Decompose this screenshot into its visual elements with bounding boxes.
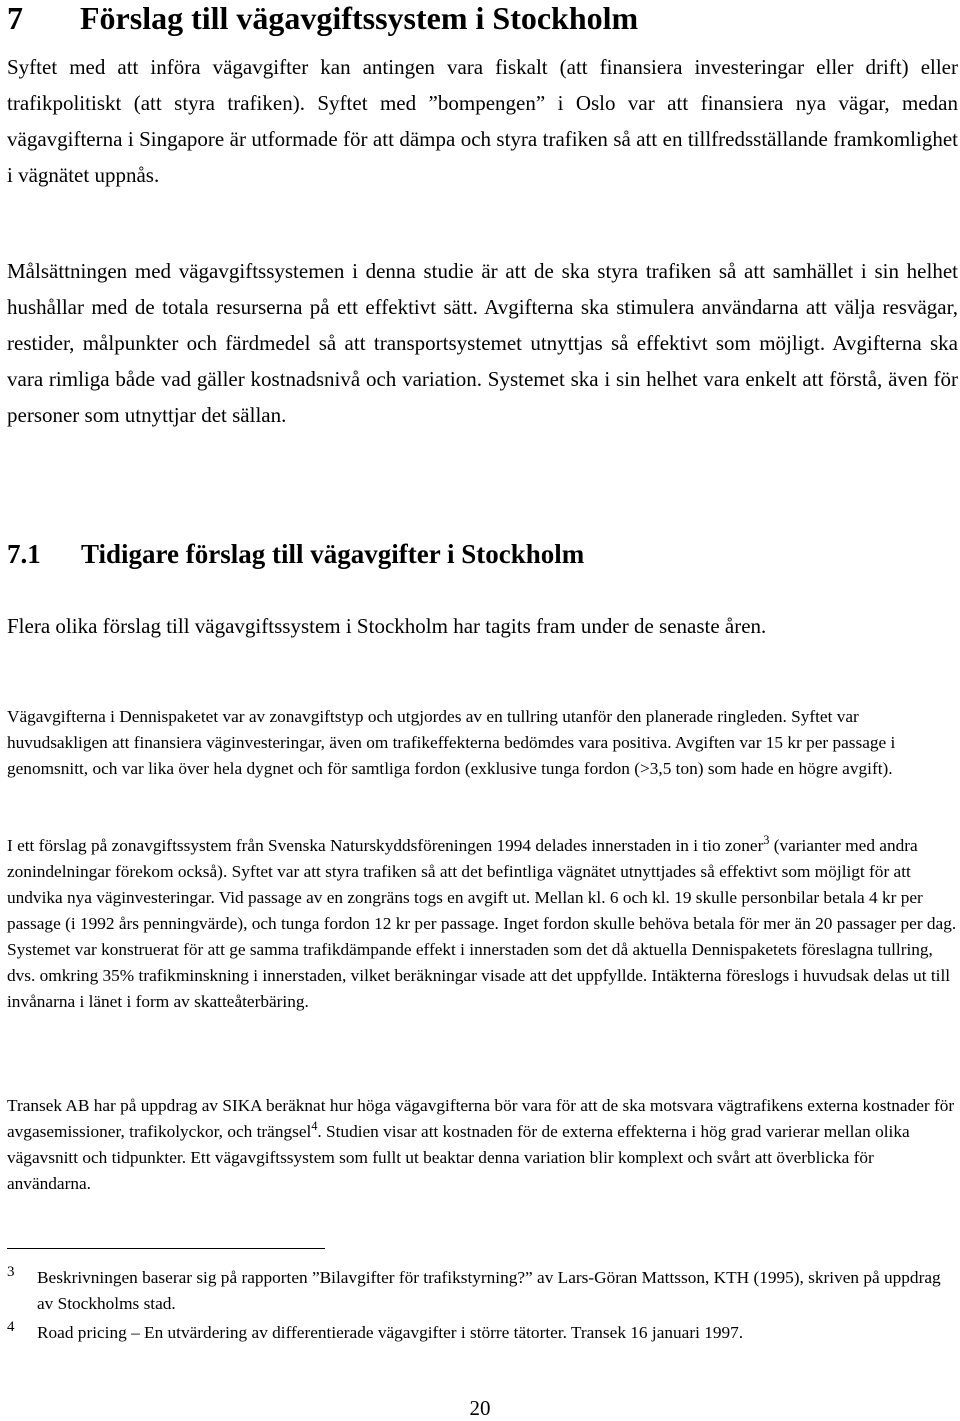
transek-text-b: . Studien visar att kostnaden för de externa effekterna i hög grad varierar mellan olika vägavsnitt och tidpunkter. Ett vägavgiftssystem som fullt ut beaktar denna variation blir komplext och svårt att överblicka för användarna. — [7, 1122, 910, 1193]
footnote-ref-4: 4 — [311, 1119, 318, 1134]
footnote-mark: 3 — [7, 1264, 15, 1280]
page-number: 20 — [469, 1396, 491, 1420]
goal-paragraph: Målsättningen med vägavgiftssystemen i denna studie är att de ska styra trafiken så att samhället i sin helhet hushållar med de totala resurserna på ett effektivt sätt. Avgifterna ska stimulera användarna att välja resvägar, restider, målpunkter och färdmedel så att transportsystemet utnyttjas så effektivt som möjligt. Avgifterna ska vara rimliga både vad gäller kostnadsnivå och variation. Systemet ska i sin helhet vara enkelt att förstå, även för personer som utnyttjar det sällan. — [7, 259, 958, 427]
footnote-mark: 4 — [7, 1319, 15, 1335]
footnote-4 — [7, 1320, 958, 1346]
footnote-divider — [7, 1248, 325, 1249]
chapter-title: Förslag till vägavgiftssystem i Stockholm — [80, 0, 639, 36]
transek-text-a: Transek AB har på uppdrag av SIKA beräknat hur höga vägavgifterna bör vara för att de ska motsvara vägtrafikens externa kostnader för avgasemissioner, trafikolyckor, och trängsel — [7, 1096, 955, 1141]
footnote-text: Road pricing – En utvärdering av differentierade vägavgifter i större tätorter. Transek 16 januari 1997. — [37, 1323, 744, 1342]
transek-paragraph — [7, 1093, 958, 1197]
section-title: Tidigare förslag till vägavgifter i Stockholm — [81, 539, 585, 569]
intro-paragraph: Syftet med att införa vägavgifter kan antingen vara fiskalt (att finansiera investeringar eller drift) eller trafikpolitiskt (att styra trafiken). Syftet med ”bompengen” i Oslo var att finansiera nya vägar, medan vägavgifterna i Singapore är utformade för att dämpa och styra trafiken så att en tillfredsställande framkomlighet i vägnätet uppnås. — [7, 55, 958, 187]
footnote-text: Beskrivningen baserar sig på rapporten ”Bilavgifter för trafikstyrning?” av Lars-Göran Mattsson, KTH (1995), skriven på uppdrag av Stockholms stad. — [37, 1268, 941, 1313]
naturskydd-paragraph — [7, 833, 958, 1015]
dennispaketet-paragraph: Vägavgifterna i Dennispaketet var av zonavgiftstyp och utgjordes av en tullring utanför den planerade ringleden. Syftet var huvudsakligen att finansiera väginvesteringar, även om trafikeffekterna bedömdes vara positiva. Avgiften var 15 kr per passage i genomsnitt, och var lika över hela dygnet och för samtliga fordon (exklusive tunga fordon (>3,5 ton) som hade en högre avgift). — [7, 707, 896, 778]
section-heading — [7, 536, 957, 572]
section-intro-paragraph: Flera olika förslag till vägavgiftssystem i Stockholm har tagits fram under de senaste åren. — [7, 614, 767, 638]
naturskydd-text-a: I ett förslag på zonavgiftssystem från Svenska Naturskyddsföreningen 1994 delades innerstaden in i tio zoner — [7, 836, 764, 855]
footnote-3 — [7, 1265, 958, 1317]
chapter-heading — [7, 0, 957, 38]
footnote-ref-3: 3 — [763, 833, 770, 848]
naturskydd-text-b: (varianter med andra zonindelningar förekom också). Syftet var att styra trafiken så att det befintliga vägnätet utnyttjades så effektivt som möjligt för att undvika nya väginvesteringar. Vid passage av en zongräns togs en avgift ut. Mellan kl. 6 och kl. 19 skulle personbilar betala 4 kr per passage (i 1992 års penningvärde), och tunga fordon 12 kr per passage. Inget fordon skulle behöva betala för mer än 20 passager per dag. Systemet var konstruerat för att ge samma trafikdämpande effekt i innerstaden som det då aktuella Dennispaketets föreslagna tullring, dvs. omkring 35% trafikminskning i innerstaden, vilket beräkningar visade att det uppfyllde. Intäkterna föreslogs i huvudsak delas ut till invånarna i länet i form av skatteåterbäring. — [7, 836, 957, 1011]
section-number: 7.1 — [7, 539, 41, 569]
chapter-number: 7 — [7, 0, 23, 36]
